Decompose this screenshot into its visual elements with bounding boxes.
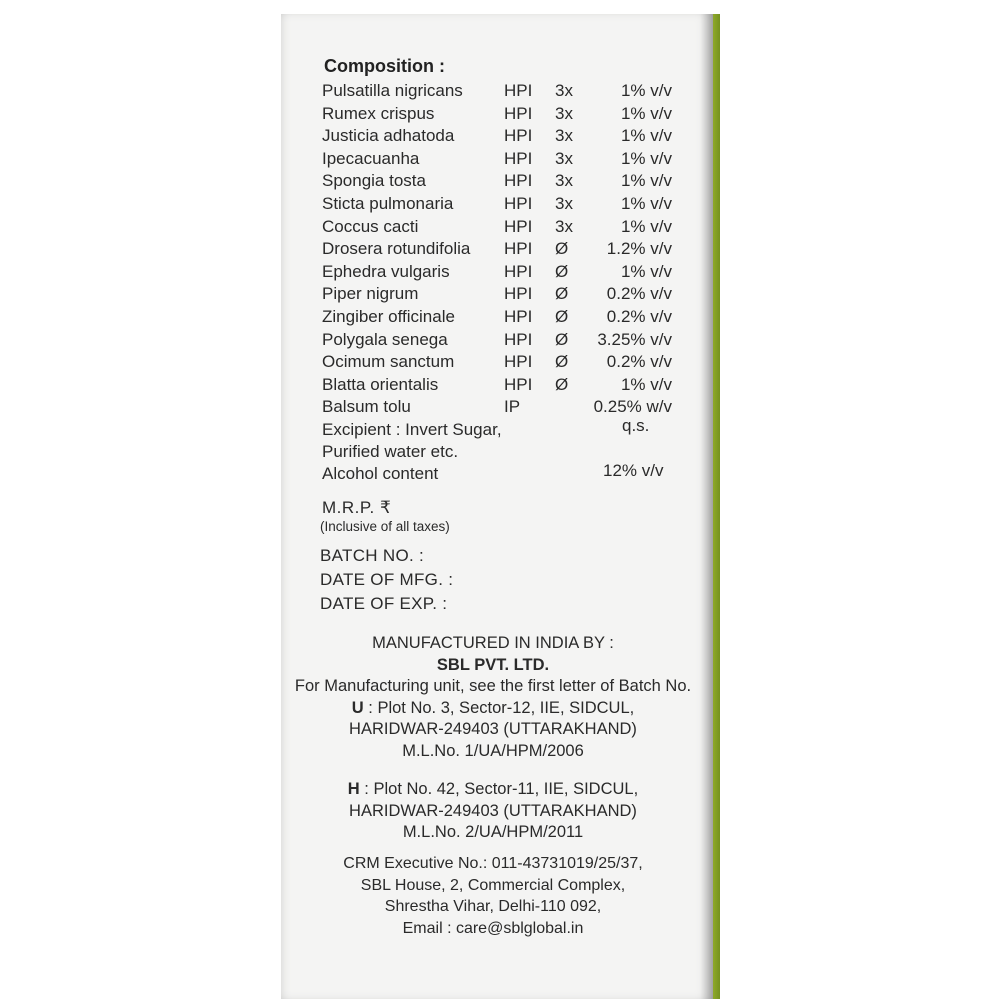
ingredient-amount: 1% v/v: [620, 126, 672, 146]
composition-row: [322, 351, 682, 374]
ingredient-name: Rumex crispus: [322, 103, 435, 123]
ingredient-name: Polygala senega: [322, 329, 448, 349]
contact-address-line-1: SBL House, 2, Commercial Complex,: [360, 876, 626, 894]
ingredient-potency: Ø: [555, 374, 569, 394]
manufacturer-heading: MANUFACTURED IN INDIA BY :: [372, 634, 614, 652]
composition-row: [322, 170, 682, 193]
ingredient-name: Spongia tosta: [322, 171, 426, 191]
ingredient-amount: 0.2% v/v: [606, 306, 672, 326]
ingredient-amount: 1% v/v: [620, 81, 672, 100]
excipient-line-2: Purified water etc.: [322, 442, 459, 461]
manufacturer-block: [281, 633, 705, 762]
ingredient-potency: Ø: [555, 306, 569, 326]
unit-h-address: [281, 779, 705, 801]
unit-u-letter: U: [351, 698, 364, 717]
ingredient-name: Zingiber officinale: [322, 306, 455, 326]
unit-h-letter: H: [347, 780, 360, 798]
unit-u-license: M.L.No. 1/UA/HPM/2006: [402, 741, 584, 760]
ingredient-source: HPI: [504, 306, 533, 326]
ingredient-name: Coccus cacti: [322, 216, 419, 236]
ingredient-name: Pulsatilla nigricans: [322, 81, 463, 100]
company-name: SBL PVT. LTD.: [436, 655, 550, 674]
composition-row: [322, 374, 682, 397]
crm-number: CRM Executive No.: 011-43731019/25/37,: [343, 855, 643, 872]
ingredient-potency: Ø: [555, 329, 569, 349]
unit-u-line-2: HARIDWAR-249403 (UTTARAKHAND): [349, 720, 637, 738]
ingredient-name: Ipecacuanha: [322, 148, 420, 168]
ingredient-name: Sticta pulmonaria: [322, 193, 454, 213]
unit-h-line-2: HARIDWAR-249403 (UTTARAKHAND): [349, 801, 637, 820]
ingredient-potency: 3x: [555, 216, 573, 236]
ingredient-potency: 3x: [555, 193, 573, 213]
batch-number-label: BATCH NO. :: [320, 546, 425, 565]
ingredient-potency: Ø: [555, 352, 569, 372]
ingredient-name: Blatta orientalis: [322, 374, 439, 394]
ingredient-source: HPI: [504, 374, 533, 394]
ingredient-amount: 1.2% v/v: [606, 239, 672, 259]
composition-row: [322, 125, 682, 148]
composition-row: [322, 148, 682, 171]
ingredient-source: HPI: [504, 126, 533, 146]
ingredient-source: HPI: [504, 148, 533, 168]
composition-table: [322, 80, 682, 419]
composition-row: [322, 193, 682, 216]
ingredient-amount: 1% v/v: [620, 148, 672, 168]
contact-block: [281, 853, 705, 939]
ingredient-potency: Ø: [555, 261, 569, 281]
ingredient-source: HPI: [504, 103, 533, 123]
ingredient-potency: 3x: [555, 81, 573, 100]
exp-date-label: DATE OF EXP. :: [320, 594, 448, 613]
ingredient-source: HPI: [504, 329, 533, 349]
mrp-label: M.R.P. ₹: [322, 498, 392, 517]
box-edge-shadow: [700, 14, 720, 999]
ingredient-potency: 3x: [555, 103, 573, 123]
ingredient-source: IP: [504, 397, 521, 417]
composition-row: [322, 103, 682, 126]
composition-row: [322, 261, 682, 284]
ingredient-amount: 1% v/v: [620, 374, 672, 394]
ingredient-name: Piper nigrum: [322, 284, 419, 304]
ingredient-name: Balsum tolu: [322, 397, 411, 417]
ingredient-source: HPI: [504, 193, 533, 213]
ingredient-name: Ephedra vulgaris: [322, 261, 450, 281]
ingredient-amount: 1% v/v: [620, 103, 672, 123]
ingredient-amount: 1% v/v: [620, 261, 672, 281]
ingredient-source: HPI: [504, 352, 533, 372]
ingredient-amount: 1% v/v: [620, 216, 672, 236]
ingredient-amount: 3.25% v/v: [597, 329, 672, 349]
unit-h-license: M.L.No. 2/UA/HPM/2011: [402, 823, 584, 841]
unit-u-address: [281, 698, 705, 720]
unit-note: For Manufacturing unit, see the first letter of Batch No.: [294, 677, 692, 695]
composition-row: [322, 238, 682, 261]
alcohol-value: 12% v/v: [603, 461, 664, 480]
ingredient-name: Ocimum sanctum: [322, 352, 455, 372]
ingredient-source: HPI: [504, 171, 533, 191]
tax-note: (Inclusive of all taxes): [320, 519, 450, 534]
ingredient-source: HPI: [504, 216, 533, 236]
excipient-amount: q.s.: [622, 416, 650, 435]
ingredient-potency: 3x: [555, 171, 573, 191]
mfg-date-label: DATE OF MFG. :: [320, 570, 454, 589]
ingredient-potency: 3x: [555, 148, 573, 168]
unit-h-block: [281, 779, 705, 844]
alcohol-label: Alcohol content: [322, 464, 439, 483]
ingredient-name: Justicia adhatoda: [322, 126, 455, 146]
composition-row: [322, 306, 682, 329]
ingredient-amount: 0.2% v/v: [606, 352, 672, 372]
ingredient-potency: 3x: [555, 126, 573, 146]
composition-title: Composition :: [324, 56, 445, 76]
excipient-line-1: Excipient : Invert Sugar,: [322, 420, 502, 439]
composition-row: [322, 80, 682, 103]
excipient-text: [322, 419, 502, 463]
ingredient-potency: Ø: [555, 239, 569, 259]
composition-row: [322, 329, 682, 352]
ingredient-source: HPI: [504, 284, 533, 304]
ingredient-source: HPI: [504, 239, 533, 259]
composition-row: [322, 216, 682, 239]
ingredient-source: HPI: [504, 81, 533, 100]
ingredient-amount: 0.2% v/v: [606, 284, 672, 304]
composition-row: [322, 283, 682, 306]
ingredient-name: Drosera rotundifolia: [322, 239, 471, 259]
unit-h-line-1: : Plot No. 42, Sector-11, IIE, SIDCUL,: [359, 780, 639, 798]
ingredient-amount: 1% v/v: [620, 171, 672, 191]
contact-email: Email : care@sblglobal.in: [402, 919, 584, 937]
ingredient-potency: Ø: [555, 284, 569, 304]
unit-u-line-1: : Plot No. 3, Sector-12, IIE, SIDCUL,: [363, 698, 635, 717]
ingredient-source: HPI: [504, 261, 533, 281]
contact-address-line-2: Shrestha Vihar, Delhi-110 092,: [384, 898, 602, 915]
ingredient-amount: 0.25% w/v: [593, 397, 672, 417]
ingredient-amount: 1% v/v: [620, 193, 672, 213]
